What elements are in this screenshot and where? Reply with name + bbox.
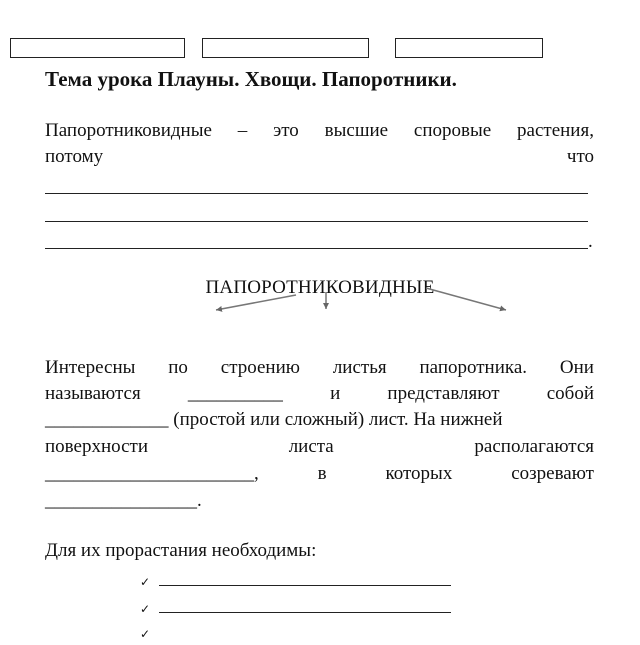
arrow-right	[426, 288, 506, 310]
diagram-center-label: ПАПОРОТНИКОВИДНЫЕ	[205, 277, 435, 298]
p2-word: Они	[559, 357, 594, 378]
p2-line-1	[45, 356, 594, 380]
p2-word: по	[168, 357, 188, 378]
check-item-3	[140, 622, 154, 645]
intro-word: высшие	[324, 120, 389, 141]
intro-word: растения,	[517, 120, 594, 141]
p2-line-3	[45, 408, 594, 432]
p2-word: располагаются	[474, 436, 594, 457]
p2-word: и	[330, 383, 341, 404]
p2-blank[interactable]: ______________________,	[45, 463, 259, 484]
p2-blank[interactable]: __________	[187, 383, 283, 404]
p2-word: в	[317, 463, 327, 484]
checkmark-icon: ✓	[140, 627, 151, 641]
p2-word: представляют	[387, 383, 500, 404]
growth-heading-text: Для их прорастания необходимы:	[45, 540, 317, 561]
intro-word: потому	[45, 146, 104, 167]
check-item-2	[140, 597, 451, 620]
arrow-left	[216, 295, 296, 310]
answer-end-dot: .	[588, 231, 593, 252]
p2-line-4	[45, 435, 594, 459]
check-item-1	[140, 570, 451, 593]
p2-word: Интересны	[45, 357, 136, 378]
p2-word: папоротника.	[419, 357, 528, 378]
intro-word: –	[237, 120, 248, 141]
check-answer-line-1[interactable]	[159, 570, 451, 586]
checkmark-icon: ✓	[140, 602, 151, 616]
growth-heading	[45, 539, 594, 563]
p2-word: листа	[288, 436, 334, 457]
intro-word: это	[273, 120, 299, 141]
intro-word: Папоротниковидные	[45, 120, 212, 141]
p2-text: _____________ (простой или сложный) лист. На нижней	[45, 409, 503, 430]
p2-word: которых	[385, 463, 453, 484]
intro-word: что	[566, 146, 594, 167]
p2-word: листья	[332, 357, 387, 378]
p2-word: созревают	[511, 463, 594, 484]
p2-word: собой	[546, 383, 594, 404]
checkmark-icon: ✓	[140, 575, 151, 589]
p2-word: называются	[45, 383, 141, 404]
p2-line-2	[45, 382, 594, 406]
p2-word: поверхности	[45, 436, 149, 457]
p2-word: строению	[220, 357, 300, 378]
check-answer-line-2[interactable]	[159, 597, 451, 613]
lesson-title: Тема урока Плауны. Хвощи. Папоротники.	[45, 67, 457, 91]
p2-line-5	[45, 462, 594, 486]
p2-line-6	[45, 489, 594, 513]
p2-blank[interactable]: ________________.	[45, 490, 202, 511]
intro-word: споровые	[413, 120, 492, 141]
